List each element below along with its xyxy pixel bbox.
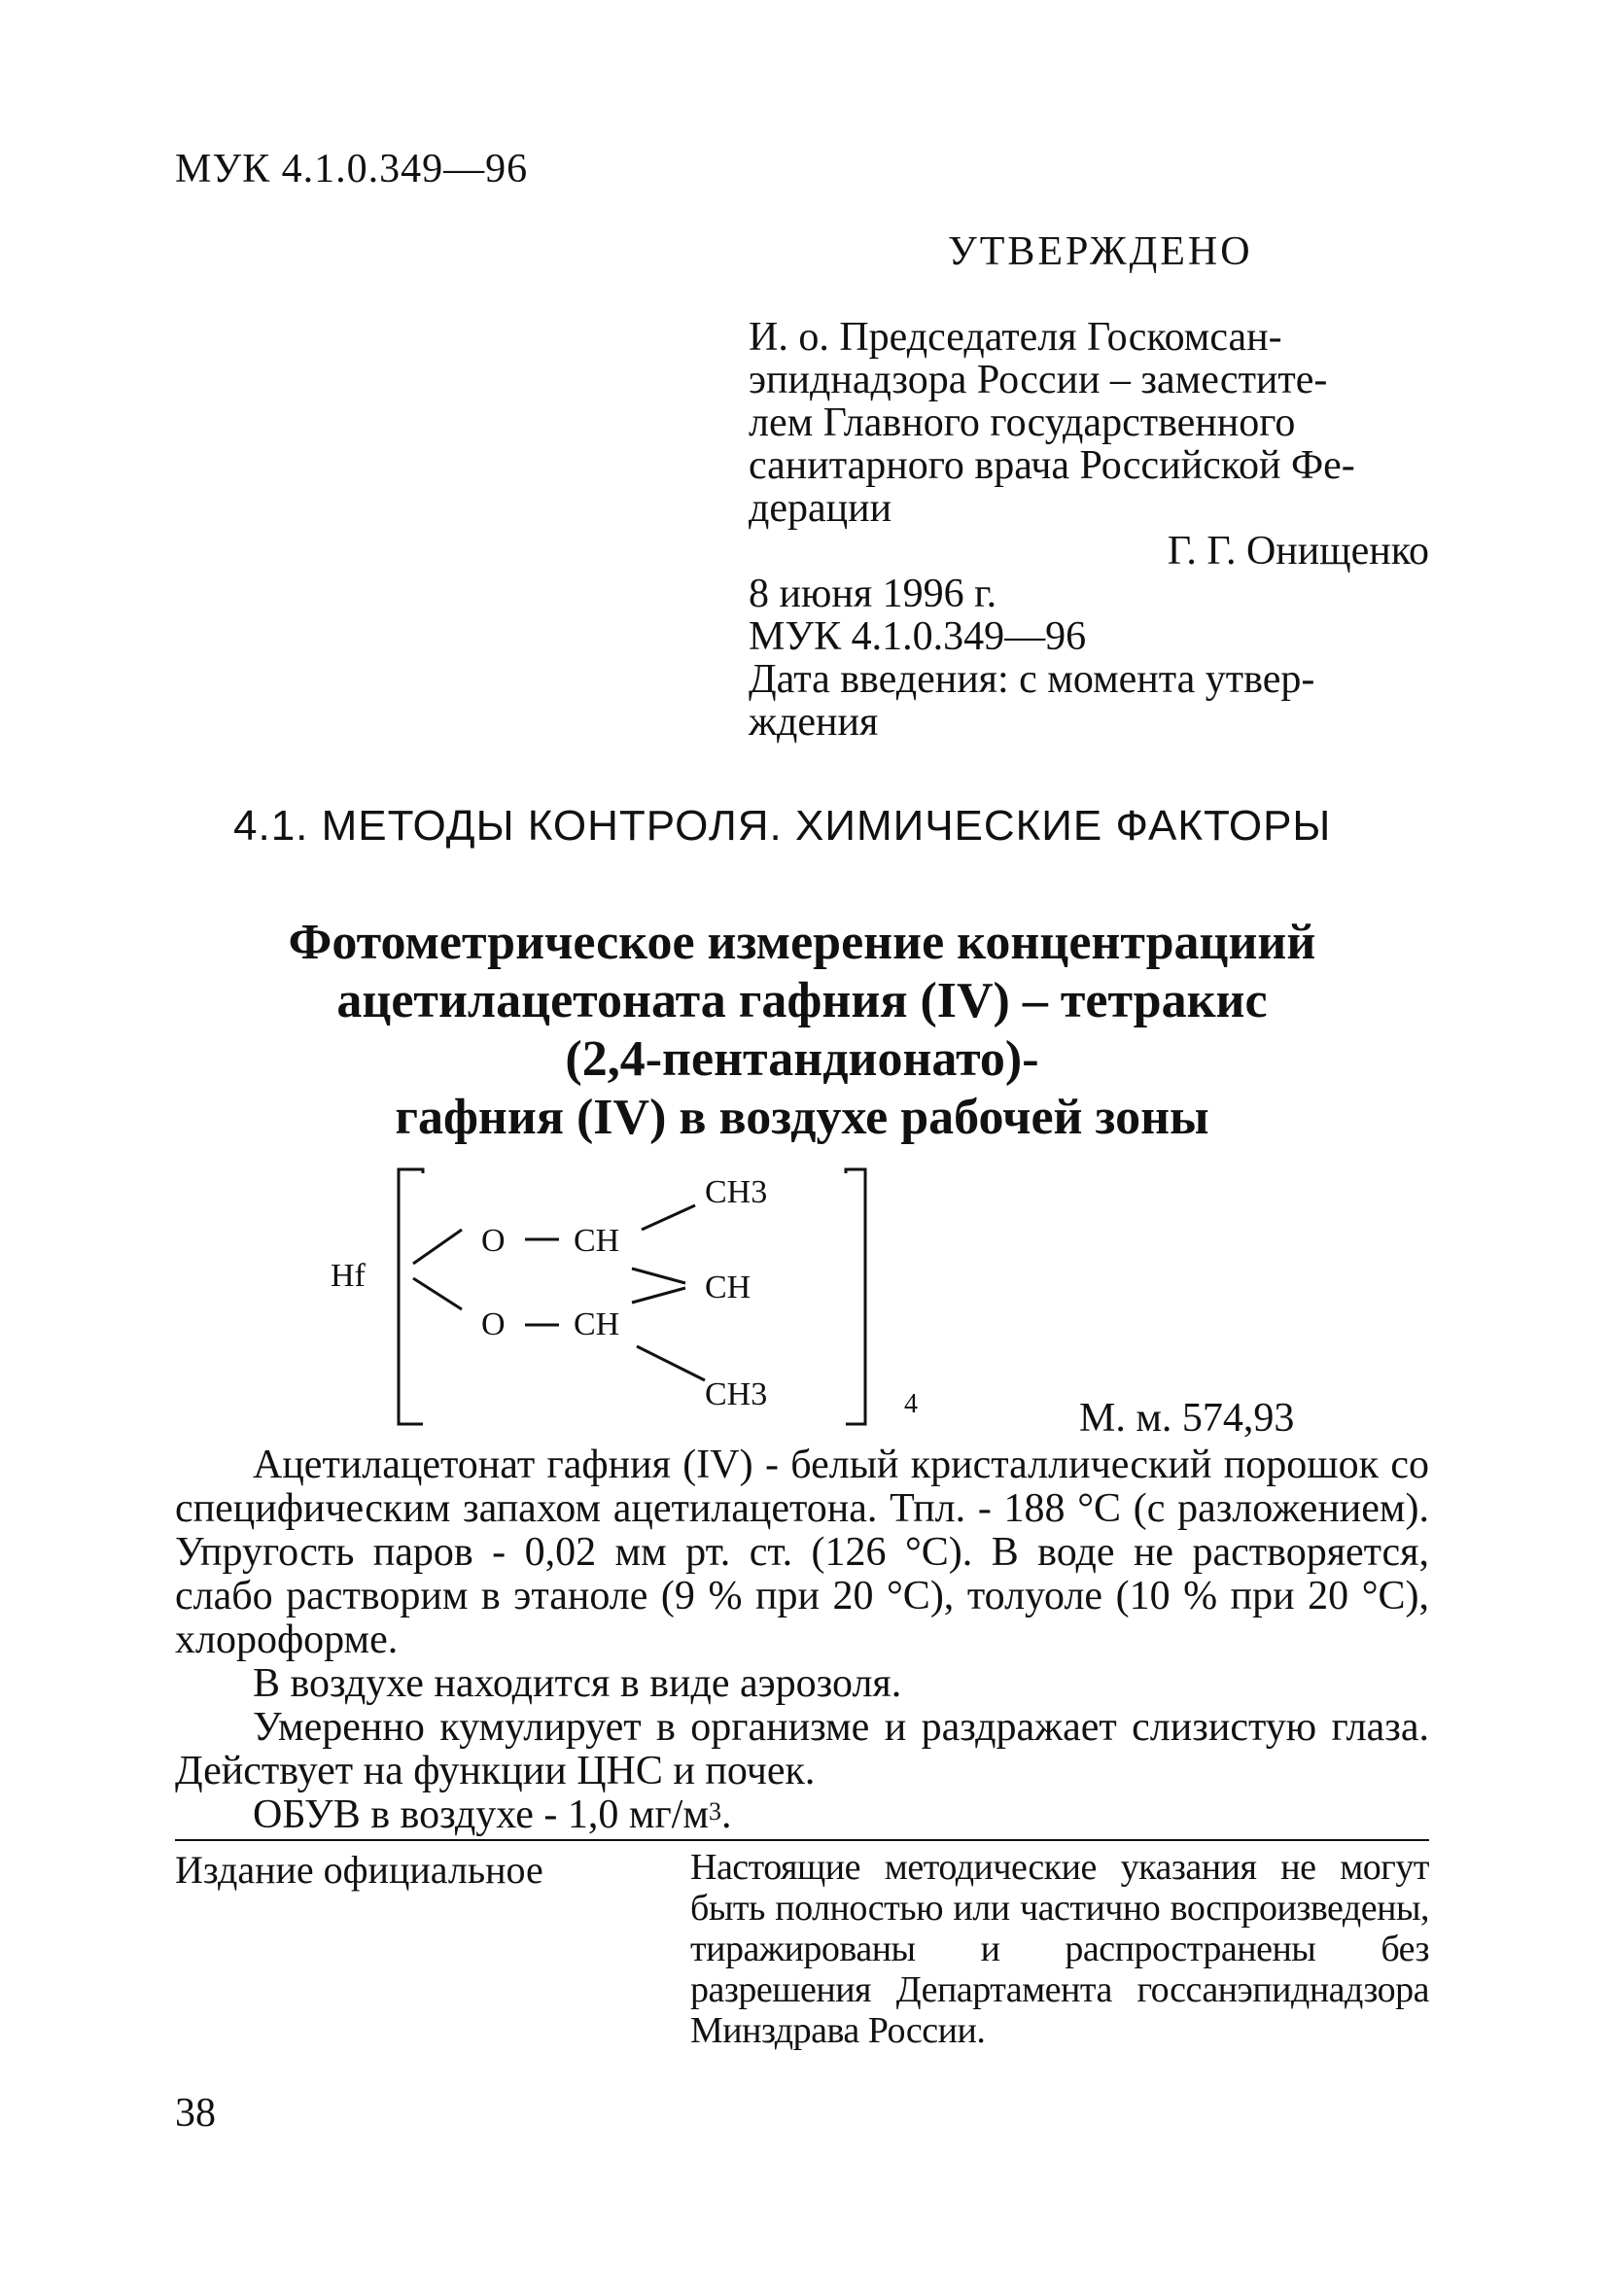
approval-block [749, 316, 1429, 744]
paragraph: Умеренно кумулирует в организме и раздражает слизистую глаза. Действует на функции ЦНС и почек. [175, 1705, 1429, 1793]
double-bond-2 [632, 1288, 685, 1303]
formula-subscript: 4 [904, 1389, 918, 1419]
bond-ch-ch3-bottom [637, 1346, 705, 1380]
section-title: 4.1. МЕТОДЫ КОНТРОЛЯ. ХИМИЧЕСКИЕ ФАКТОРЫ [233, 802, 1332, 850]
edition-label: Издание официальное [175, 1848, 543, 1892]
double-bond-1 [632, 1269, 685, 1283]
approval-line: эпиднадзора России – заместите- [749, 358, 1328, 402]
oxygen-bottom: O [481, 1306, 506, 1342]
approval-code: МУК 4.1.0.349—96 [749, 614, 1087, 659]
title-line: (2,4-пентандионато)- [565, 1031, 1039, 1087]
ch-top: CH [574, 1223, 620, 1259]
copyright-notice: Настоящие методические указания не могут быть полностью или частично воспроизведены, тиражированы и распространены без разрешения Департамента госсанэпиднадзора Минздрава России. [690, 1847, 1429, 2051]
approval-line: санитарного врача Российской Фе- [749, 443, 1355, 488]
oxygen-top: O [481, 1223, 506, 1259]
footer-divider [175, 1839, 1429, 1841]
bond-ch-ch3-top [642, 1205, 695, 1230]
ch3-top: CH3 [705, 1174, 768, 1210]
document-code: МУК 4.1.0.349—96 [175, 147, 529, 191]
superscript: 3 [708, 1797, 721, 1826]
left-bracket [399, 1169, 423, 1424]
approved-heading: УТВЕРЖДЕНО [948, 229, 1253, 274]
paragraph: Ацетилацетонат гафния (IV) - белый кристаллический порошок со специфическим запахом ацетилацетона. Тпл. - 188 °С (с разложением). Упругость паров - 0,02 мм рт. ст. (126 °С). В воде не растворяется, слабо растворим в этаноле (9 % при 20 °С), толуоле (10 % при 20 °С), хлороформе. [175, 1443, 1429, 1662]
ch3-bottom: CH3 [705, 1376, 768, 1412]
approver-name: Г. Г. Онищенко [1167, 529, 1429, 574]
page-number: 38 [175, 2091, 216, 2136]
title-line: гафния (IV) в воздухе рабочей зоны [395, 1090, 1209, 1145]
approval-line: лем Главного государственного [749, 400, 1296, 445]
main-title [175, 914, 1429, 1147]
obuv-end: . [720, 1792, 732, 1837]
hafnium-label: Hf [331, 1258, 366, 1294]
body-text [175, 1444, 1429, 1837]
structural-formula [321, 1162, 962, 1434]
ch-middle: CH [705, 1270, 752, 1305]
paragraph: В воздухе находится в виде аэрозоля. [253, 1661, 902, 1706]
right-bracket [846, 1169, 865, 1424]
approval-line: дерации [749, 486, 892, 531]
title-line: ацетилацетоната гафния (IV) – тетракис [336, 973, 1268, 1028]
approval-line: И. о. Председателя Госкомсан- [749, 315, 1282, 360]
introduction-date-line: Дата введения: с момента утвер- [749, 657, 1315, 702]
paragraph-obuv [175, 1793, 1429, 1837]
title-line: Фотометрическое измерение концентрациий [288, 915, 1316, 970]
approval-date: 8 июня 1996 г. [749, 572, 997, 616]
obuv-text: ОБУВ в воздухе - 1,0 мг/м [253, 1792, 709, 1837]
molar-mass: М. м. 574,93 [1079, 1396, 1295, 1441]
bond-hf-o-bottom [413, 1278, 462, 1309]
ch-bottom: CH [574, 1306, 620, 1342]
bond-hf-o-top [413, 1230, 462, 1264]
introduction-date-line: ждения [749, 700, 879, 745]
